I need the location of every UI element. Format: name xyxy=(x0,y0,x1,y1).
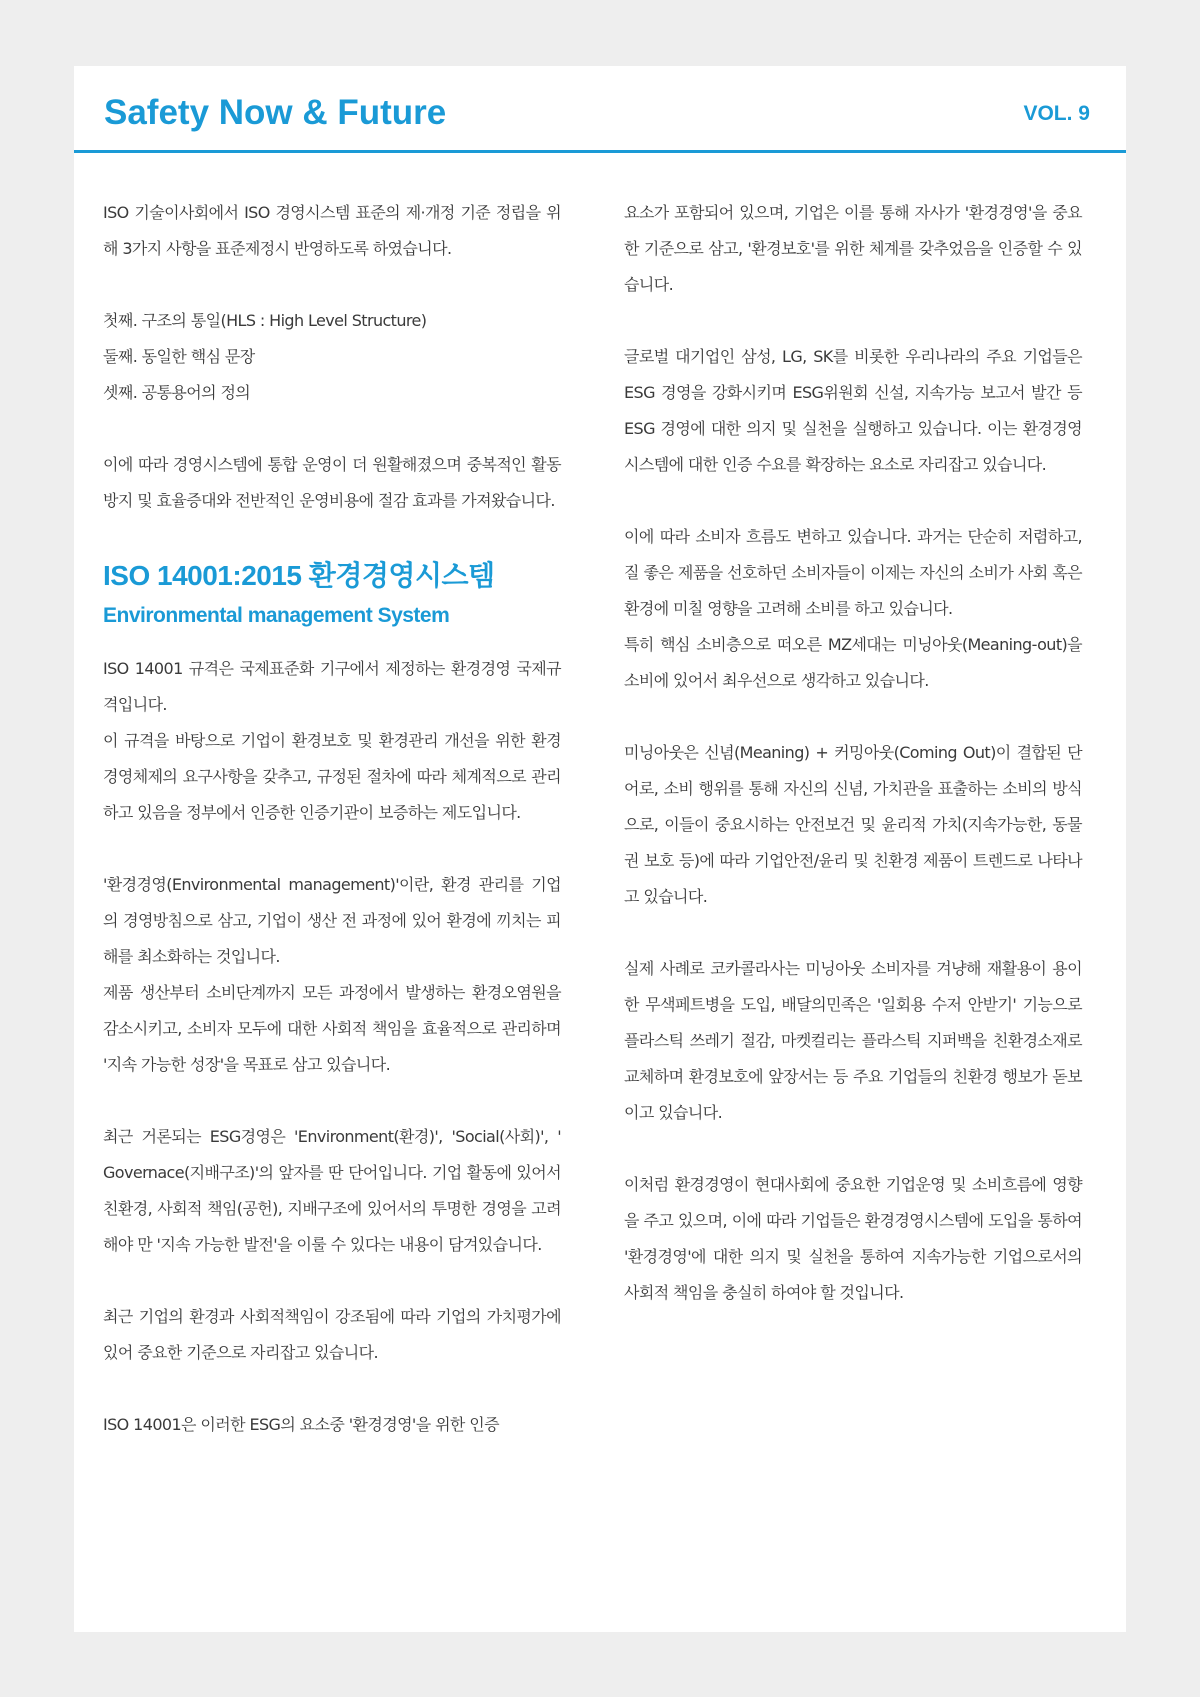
case-study-paragraph: 실제 사례로 코카콜라사는 미닝아웃 소비자를 겨냥해 재활용이 용이한 무색페트병을 도입, 배달의민족은 '일회용 수저 안받기' 기능으로 플라스틱 쓰레기 절감, 마켓컬리는 플라스틱 지퍼백을 친환경소재로 교체하며 환경보호에 앞장서는 등 주요 기업들의 친환경 행보가 돋보이고 있습니다. xyxy=(624,959,1082,1122)
header-divider xyxy=(74,150,1126,153)
intro-paragraph: ISO 기술이사회에서 ISO 경영시스템 표준의 제·개정 기준 정립을 위해 3가지 사항을 표준제정시 반영하도록 하였습니다. xyxy=(103,203,561,258)
iso-definition: ISO 14001 규격은 국제표준화 기구에서 제정하는 환경경영 국제규격입니다. xyxy=(103,659,561,714)
section-heading xyxy=(103,555,561,635)
section-subtitle: Environmental management System xyxy=(103,604,450,627)
mz-generation: 특히 핵심 소비층으로 떠오른 MZ세대는 미닝아웃(Meaning-out)을 소비에 있어서 최우선으로 생각하고 있습니다. xyxy=(624,635,1082,690)
em-definition: '환경경영(Environmental management)'이란, 환경 관리를 기업의 경영방침으로 삼고, 기업이 생산 전 과정에 있어 환경에 끼치는 피해를 최소화하는 것입니다. xyxy=(103,875,561,966)
valuation-paragraph: 최근 기업의 환경과 사회적책임이 강조됨에 따라 기업의 가치평가에 있어 중요한 기준으로 자리잡고 있습니다. xyxy=(103,1307,561,1362)
environmental-management-paragraph xyxy=(103,867,561,1083)
list-item: 셋째. 공통용어의 정의 xyxy=(103,383,251,402)
list-item: 둘째. 동일한 핵심 문장 xyxy=(103,347,255,366)
global-companies-paragraph: 글로벌 대기업인 삼성, LG, SK를 비롯한 우리나라의 주요 기업들은 ESG 경영을 강화시키며 ESG위원회 신설, 지속가능 보고서 발간 등 ESG 경영에 대한 의지 및 실천을 실행하고 있습니다. 이는 환경경영시스템에 대한 인증 수요를 확장하는 요소로 자리잡고 있습니다. xyxy=(624,347,1082,474)
page-header xyxy=(104,88,1090,138)
conclusion-paragraph: 이처럼 환경경영이 현대사회에 중요한 기업운영 및 소비흐름에 영향을 주고 있으며, 이에 따라 기업들은 환경경영시스템에 도입을 통하여 '환경경영'에 대한 의지 및 실천을 통하여 지속가능한 기업으로서의 사회적 책임을 충실히 하여야 할 것입니다. xyxy=(624,1175,1082,1302)
iso-esg-paragraph: ISO 14001은 이러한 ESG의 요소중 '환경경영'을 위한 인증 xyxy=(103,1415,499,1434)
right-column xyxy=(624,195,1082,1347)
volume-number: VOL. 9 xyxy=(1023,102,1090,125)
consumer-trend-paragraph xyxy=(624,519,1082,699)
principles-list xyxy=(103,303,561,411)
iso-description: 이 규격을 바탕으로 기업이 환경보호 및 환경관리 개선을 위한 환경 경영체제의 요구사항을 갖추고, 규정된 절차에 따라 체계적으로 관리하고 있음을 정부에서 인증한 인증기관이 보증하는 제도입니다. xyxy=(103,731,561,822)
page xyxy=(74,66,1126,1632)
effect-paragraph: 이에 따라 경영시스템에 통합 운영이 더 원활해졌으며 중복적인 활동방지 및 효율증대와 전반적인 운영비용에 절감 효과를 가져왔습니다. xyxy=(103,455,561,510)
magazine-title: Safety Now & Future xyxy=(104,93,447,132)
meaning-out-paragraph: 미닝아웃은 신념(Meaning) + 커밍아웃(Coming Out)이 결합된 단어로, 소비 행위를 통해 자신의 신념, 가치관을 표출하는 소비의 방식으로, 이들이 중요시하는 안전보건 및 윤리적 가치(지속가능한, 동물권 보호 등)에 따라 기업안전/윤리 및 친환경 제품이 트렌드로 나타나고 있습니다. xyxy=(624,743,1082,906)
left-column xyxy=(103,195,561,1479)
section-title: ISO 14001:2015 환경경영시스템 xyxy=(103,560,495,591)
certification-paragraph: 요소가 포함되어 있으며, 기업은 이를 통해 자사가 '환경경영'을 중요한 기준으로 삼고, '환경보호'를 위한 체계를 갖추었음을 인증할 수 있습니다. xyxy=(624,203,1082,294)
consumer-change: 이에 따라 소비자 흐름도 변하고 있습니다. 과거는 단순히 저렴하고, 질 좋은 제품을 선호하던 소비자들이 이제는 자신의 소비가 사회 혹은 환경에 미칠 영향을 고려해 소비를 하고 있습니다. xyxy=(624,527,1082,618)
list-item: 첫째. 구조의 통일(HLS : High Level Structure) xyxy=(103,311,427,330)
iso-paragraph xyxy=(103,651,561,831)
esg-paragraph: 최근 거론되는 ESG경영은 'Environment(환경)', 'Social(사회)', ' Governace(지배구조)'의 앞자를 딴 단어입니다. 기업 활동에 있어서 친환경, 사회적 책임(공헌), 지배구조에 있어서의 투명한 경영을 고려해야 만 '지속 가능한 발전'을 이룰 수 있다는 내용이 담겨있습니다. xyxy=(103,1127,561,1254)
em-goal: 제품 생산부터 소비단계까지 모든 과정에서 발생하는 환경오염원을 감소시키고, 소비자 모두에 대한 사회적 책임을 효율적으로 관리하며 '지속 가능한 성장'을 목표로 삼고 있습니다. xyxy=(103,983,561,1074)
